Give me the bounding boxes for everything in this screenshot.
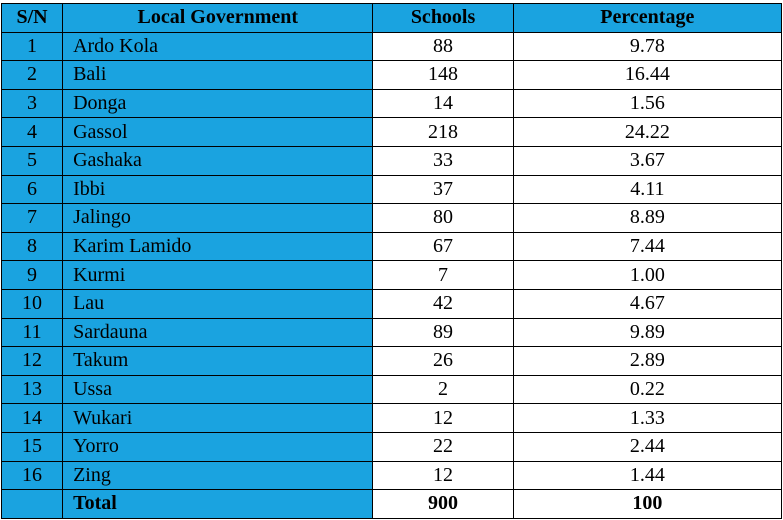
cell-schools: 2 (373, 375, 513, 404)
table-row (2, 204, 782, 233)
table-row (2, 461, 782, 490)
cell-schools: 148 (373, 61, 513, 90)
cell-schools: 218 (373, 118, 513, 147)
header-sn: S/N (2, 4, 63, 33)
schools-table (1, 3, 782, 519)
cell-percentage: 9.89 (513, 318, 781, 347)
cell-sn: 10 (2, 289, 63, 318)
table-row (2, 118, 782, 147)
cell-percentage: 0.22 (513, 375, 781, 404)
cell-schools: 33 (373, 146, 513, 175)
table-row (2, 232, 782, 261)
cell-local-government: Gashaka (63, 146, 373, 175)
cell-schools: 37 (373, 175, 513, 204)
cell-sn: 15 (2, 432, 63, 461)
table-row (2, 146, 782, 175)
cell-sn: 14 (2, 404, 63, 433)
header-schools: Schools (373, 4, 513, 33)
header-local-government: Local Government (63, 4, 373, 33)
total-percentage: 100 (513, 490, 781, 519)
cell-schools: 89 (373, 318, 513, 347)
cell-percentage: 8.89 (513, 204, 781, 233)
cell-schools: 22 (373, 432, 513, 461)
cell-percentage: 4.67 (513, 289, 781, 318)
table-row (2, 175, 782, 204)
cell-schools: 7 (373, 261, 513, 290)
cell-schools: 12 (373, 461, 513, 490)
table-row (2, 375, 782, 404)
cell-local-government: Karim Lamido (63, 232, 373, 261)
cell-sn: 11 (2, 318, 63, 347)
total-schools: 900 (373, 490, 513, 519)
table-row (2, 32, 782, 61)
cell-local-government: Ibbi (63, 175, 373, 204)
cell-local-government: Yorro (63, 432, 373, 461)
table-row (2, 261, 782, 290)
cell-percentage: 24.22 (513, 118, 781, 147)
total-label: Total (63, 490, 373, 519)
table-row (2, 289, 782, 318)
cell-percentage: 1.00 (513, 261, 781, 290)
cell-percentage: 2.89 (513, 347, 781, 376)
cell-percentage: 7.44 (513, 232, 781, 261)
cell-local-government: Zing (63, 461, 373, 490)
cell-local-government: Takum (63, 347, 373, 376)
cell-sn: 16 (2, 461, 63, 490)
cell-local-government: Gassol (63, 118, 373, 147)
cell-percentage: 1.56 (513, 89, 781, 118)
table-row (2, 61, 782, 90)
cell-sn: 2 (2, 61, 63, 90)
cell-sn: 13 (2, 375, 63, 404)
cell-sn: 3 (2, 89, 63, 118)
cell-schools: 67 (373, 232, 513, 261)
cell-percentage: 2.44 (513, 432, 781, 461)
cell-schools: 42 (373, 289, 513, 318)
table-row (2, 404, 782, 433)
cell-local-government: Lau (63, 289, 373, 318)
table-row (2, 318, 782, 347)
cell-local-government: Ussa (63, 375, 373, 404)
cell-schools: 14 (373, 89, 513, 118)
cell-sn: 6 (2, 175, 63, 204)
cell-local-government: Ardo Kola (63, 32, 373, 61)
cell-local-government: Jalingo (63, 204, 373, 233)
cell-local-government: Kurmi (63, 261, 373, 290)
cell-schools: 12 (373, 404, 513, 433)
cell-sn: 9 (2, 261, 63, 290)
cell-sn: 7 (2, 204, 63, 233)
cell-percentage: 1.44 (513, 461, 781, 490)
table-row (2, 432, 782, 461)
total-row (2, 490, 782, 519)
header-percentage: Percentage (513, 4, 781, 33)
table-row (2, 347, 782, 376)
cell-local-government: Wukari (63, 404, 373, 433)
cell-percentage: 1.33 (513, 404, 781, 433)
header-row (2, 4, 782, 33)
cell-schools: 26 (373, 347, 513, 376)
cell-sn: 12 (2, 347, 63, 376)
cell-sn: 4 (2, 118, 63, 147)
cell-schools: 88 (373, 32, 513, 61)
cell-sn: 5 (2, 146, 63, 175)
cell-percentage: 16.44 (513, 61, 781, 90)
cell-sn: 8 (2, 232, 63, 261)
cell-schools: 80 (373, 204, 513, 233)
cell-percentage: 3.67 (513, 146, 781, 175)
total-sn (2, 490, 63, 519)
cell-percentage: 4.11 (513, 175, 781, 204)
cell-local-government: Bali (63, 61, 373, 90)
cell-local-government: Sardauna (63, 318, 373, 347)
table-row (2, 89, 782, 118)
cell-sn: 1 (2, 32, 63, 61)
cell-local-government: Donga (63, 89, 373, 118)
cell-percentage: 9.78 (513, 32, 781, 61)
